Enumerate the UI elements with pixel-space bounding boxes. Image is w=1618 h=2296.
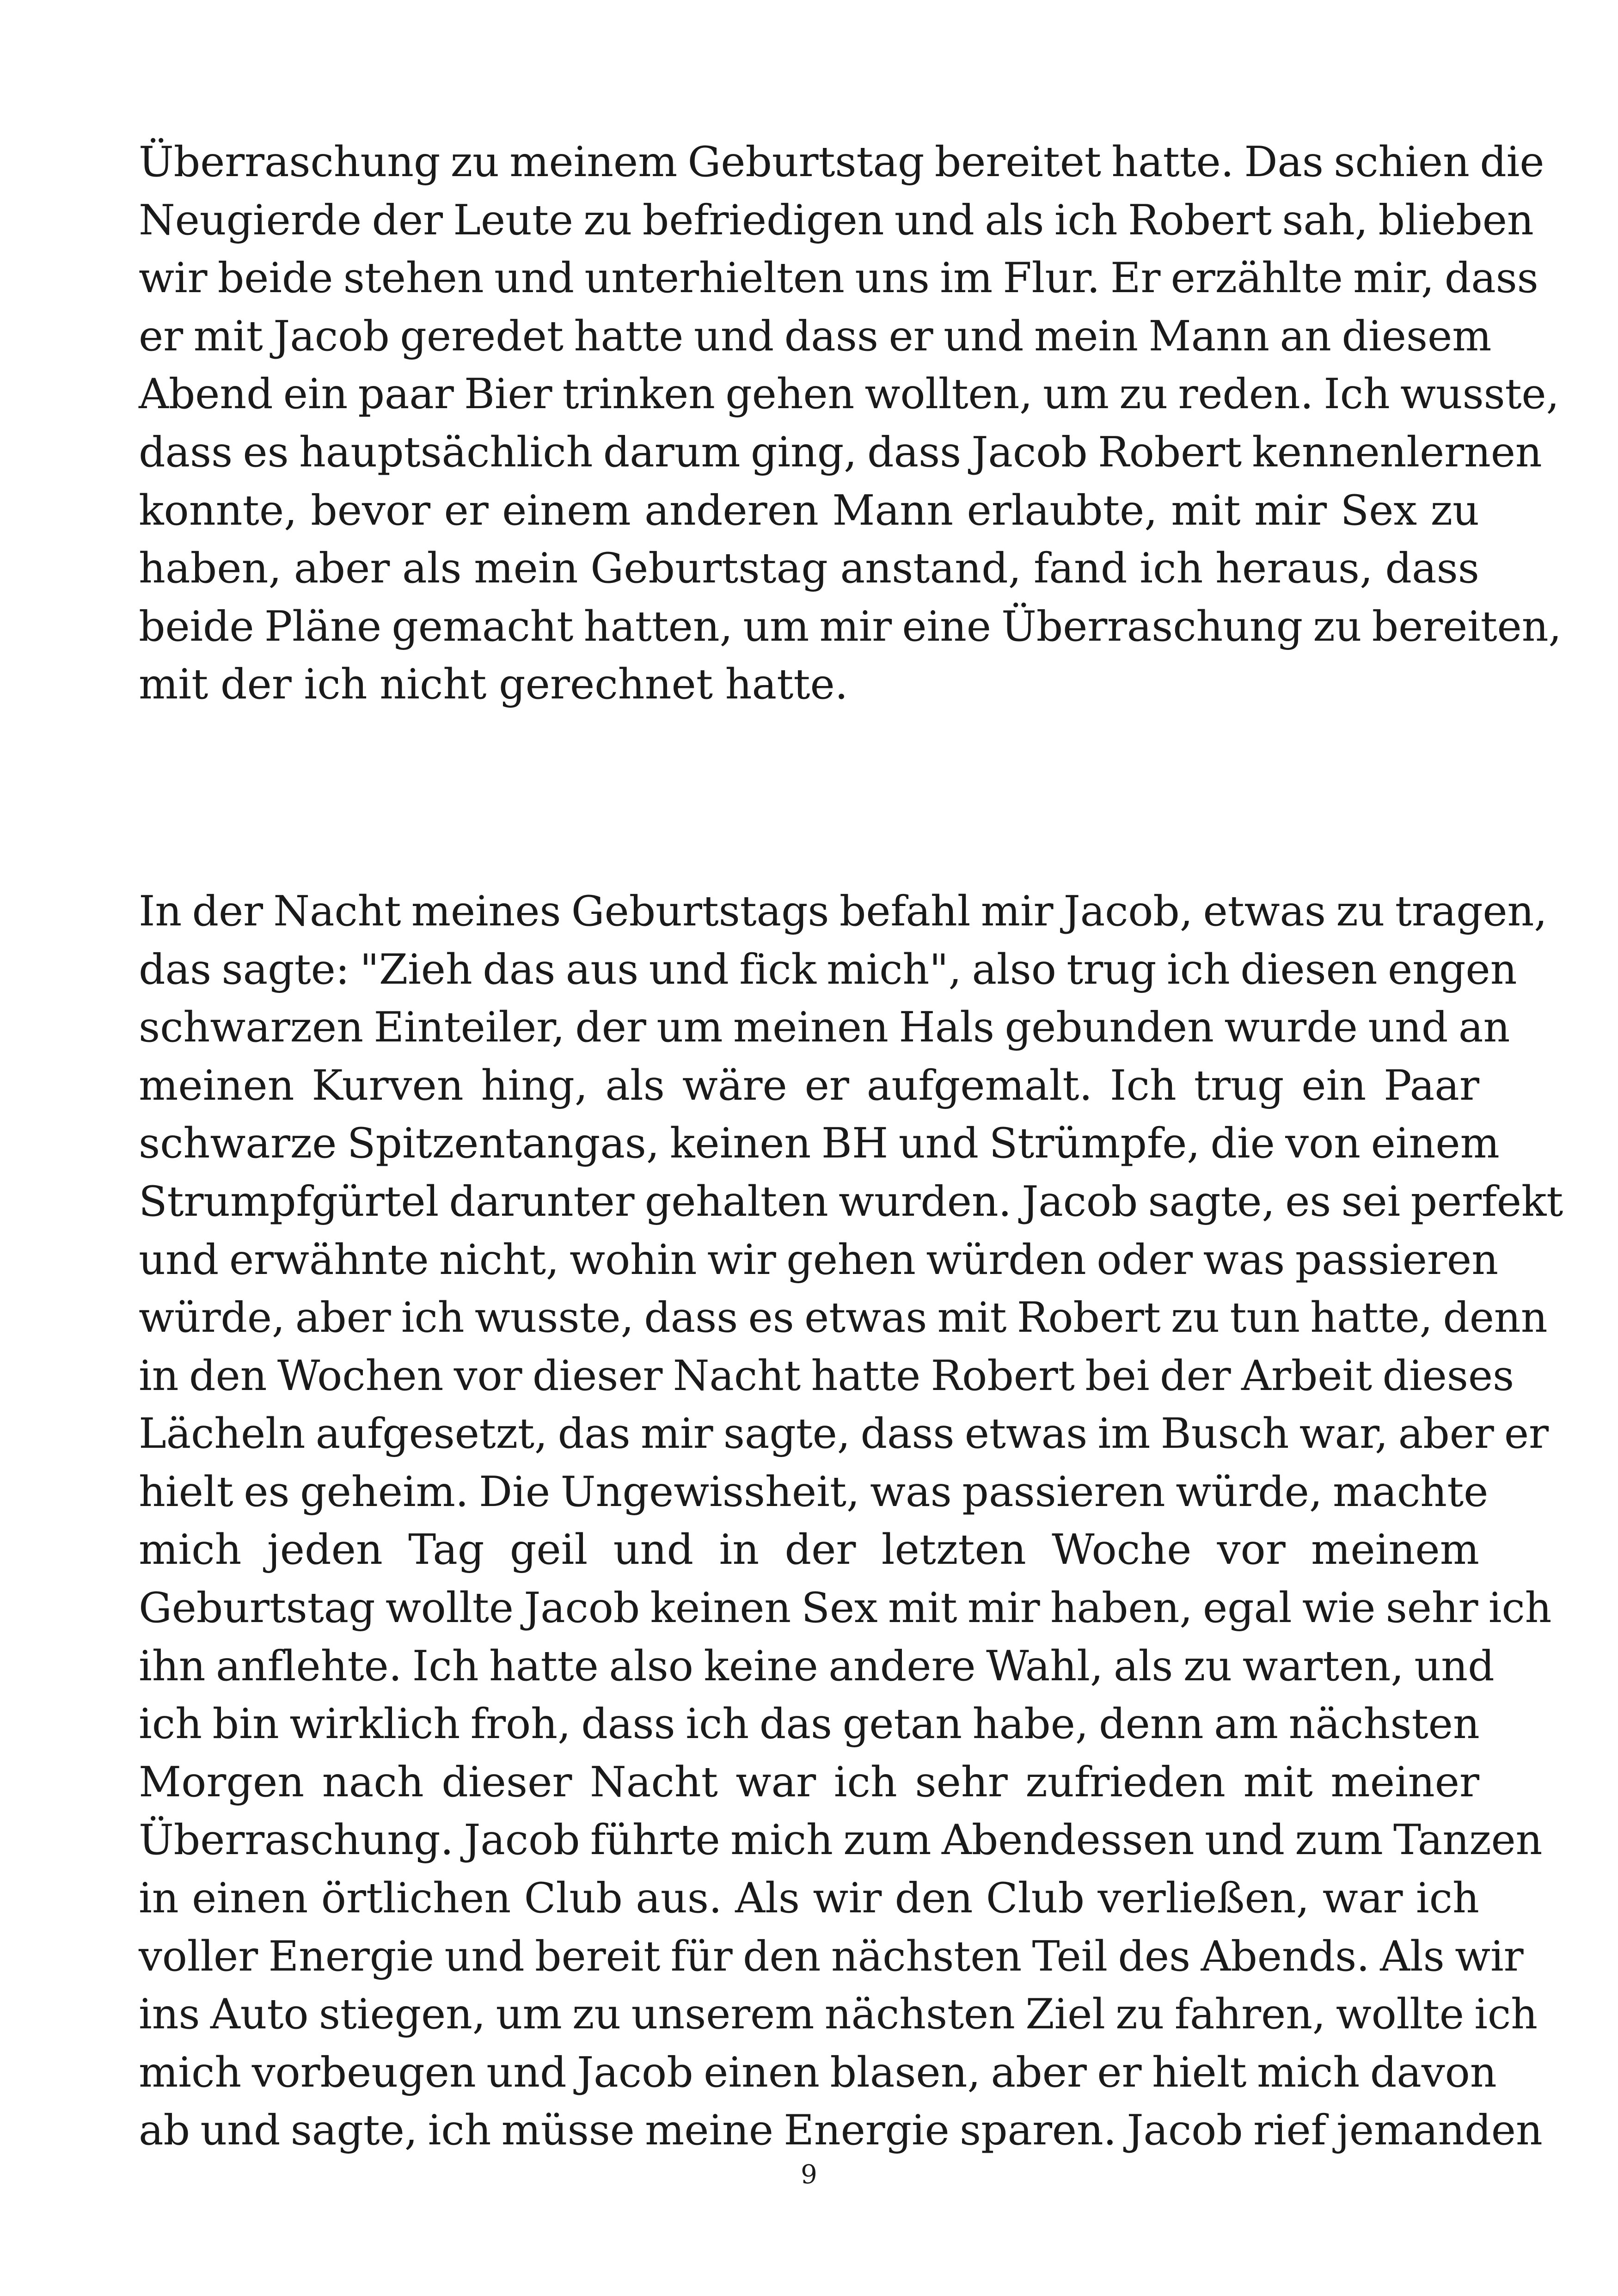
- text-line: Strumpfgürtel darunter gehalten wurden. Jacob sagte, es sei perfekt: [139, 1177, 1563, 1226]
- text-line: ab und sagte, ich müsse meine Energie sparen. Jacob rief jemanden: [139, 2106, 1543, 2155]
- text-line: mich vorbeugen und Jacob einen blasen, aber er hielt mich davon: [139, 2048, 1497, 2097]
- text-line: in den Wochen vor dieser Nacht hatte Robert bei der Arbeit dieses: [139, 1351, 1514, 1400]
- text-line: In der Nacht meines Geburtstags befahl mir Jacob, etwas zu tragen,: [139, 887, 1547, 936]
- text-line: dass es hauptsächlich darum ging, dass Jacob Robert kennenlernen: [139, 428, 1542, 477]
- text-line: voller Energie und bereit für den nächsten Teil des Abends. Als wir: [139, 1932, 1524, 1981]
- paragraph-2: [139, 882, 1563, 2160]
- text-line: ihn anflehte. Ich hatte also keine andere Wahl, als zu warten, und: [139, 1641, 1495, 1690]
- page-number: 9: [801, 2160, 817, 2190]
- text-line: schwarzen Einteiler, der um meinen Hals gebunden wurde und an: [139, 1003, 1510, 1052]
- text-line: schwarze Spitzentangas, keinen BH und Strümpfe, die von einem: [139, 1119, 1500, 1168]
- text-line: konnte, bevor er einem anderen Mann erlaubte, mit mir Sex zu: [139, 486, 1479, 535]
- text-line: und erwähnte nicht, wohin wir gehen würden oder was passieren: [139, 1235, 1498, 1284]
- text-line: Überraschung zu meinem Geburtstag bereitet hatte. Das schien die: [139, 138, 1544, 186]
- text-line: ich bin wirklich froh, dass ich das getan habe, denn am nächsten: [139, 1700, 1480, 1749]
- text-line: Abend ein paar Bier trinken gehen wollten, um zu reden. Ich wusste,: [139, 370, 1559, 419]
- text-line: meinen Kurven hing, als wäre er aufgemalt. Ich trug ein Paar: [139, 1061, 1479, 1110]
- text-line: hielt es geheim. Die Ungewissheit, was passieren würde, machte: [139, 1467, 1489, 1516]
- text-line: haben, aber als mein Geburtstag anstand, fand ich heraus, dass: [139, 544, 1479, 593]
- body-text: [139, 133, 1563, 2160]
- text-line: Lächeln aufgesetzt, das mir sagte, dass etwas im Busch war, aber er: [139, 1409, 1549, 1458]
- text-line: mich jeden Tag geil und in der letzten Woche vor meinem: [139, 1525, 1479, 1574]
- text-line: er mit Jacob geredet hatte und dass er und mein Mann an diesem: [139, 312, 1492, 361]
- text-line: Neugierde der Leute zu befriedigen und als ich Robert sah, blieben: [139, 196, 1534, 245]
- text-line: Überraschung. Jacob führte mich zum Abendessen und zum Tanzen: [139, 1816, 1543, 1865]
- text-line: mit der ich nicht gerechnet hatte.: [139, 660, 848, 709]
- paragraph-1: [139, 133, 1562, 714]
- text-line: Geburtstag wollte Jacob keinen Sex mit mir haben, egal wie sehr ich: [139, 1584, 1552, 1633]
- text-line: beide Pläne gemacht hatten, um mir eine Überraschung zu bereiten,: [139, 602, 1562, 651]
- text-line: ins Auto stiegen, um zu unserem nächsten Ziel zu fahren, wollte ich: [139, 1990, 1538, 2039]
- text-line: Morgen nach dieser Nacht war ich sehr zufrieden mit meiner: [139, 1757, 1479, 1806]
- text-line: wir beide stehen und unterhielten uns im Flur. Er erzählte mir, dass: [139, 254, 1538, 303]
- text-line: das sagte: "Zieh das aus und fick mich", also trug ich diesen engen: [139, 945, 1517, 994]
- text-line: in einen örtlichen Club aus. Als wir den Club verließen, war ich: [139, 1874, 1479, 1923]
- text-line: würde, aber ich wusste, dass es etwas mit Robert zu tun hatte, denn: [139, 1293, 1548, 1342]
